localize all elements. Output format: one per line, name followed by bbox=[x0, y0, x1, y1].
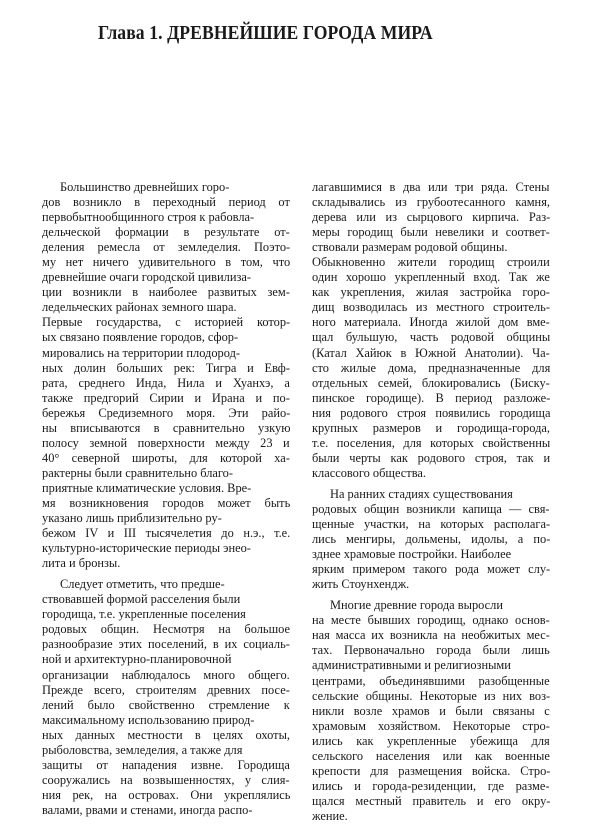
text-line: ных данных местности в целях охоты, bbox=[42, 727, 291, 742]
text-line: ции возникли в наиболее развитых зем- bbox=[42, 285, 290, 300]
text-line: ились и города-резиденции, где разме- bbox=[312, 778, 550, 793]
text-line: сельские общины. Некоторые из них воз- bbox=[312, 688, 551, 703]
text-line: максимальному использованию природ- bbox=[42, 712, 255, 727]
text-line: приятные климатические условия. Вре- bbox=[42, 480, 252, 495]
text-line: щенные участки, на которых располага- bbox=[312, 517, 551, 532]
text-line: мировались на территории плодород- bbox=[42, 345, 241, 360]
text-line: Следует отметить, что предше- bbox=[60, 577, 225, 592]
text-line: ились как укрепленные убежища для bbox=[312, 733, 550, 748]
text-line: жение. bbox=[312, 808, 348, 823]
text-line: меры городищ были невелики и соответ- bbox=[312, 225, 550, 240]
text-line: мя возникновения городов может быть bbox=[42, 495, 291, 510]
text-line: никли возле храмов и были связаны с bbox=[312, 703, 550, 718]
text-line: защиты от нападения извне. Городища bbox=[42, 757, 290, 772]
text-line: ярким примером такого рода может слу- bbox=[312, 562, 551, 577]
text-line: Прежде всего, строителям древних посе- bbox=[42, 682, 290, 697]
text-line: административными и религиозными bbox=[312, 658, 511, 673]
text-line: ния рек, на островах. Они укреплялись bbox=[42, 787, 291, 802]
text-line: древнейшие очаги городской цивилиза- bbox=[42, 270, 251, 285]
text-line: Многие древние города выросли bbox=[330, 598, 503, 613]
text-line: складывались из грубоотесанного камня, bbox=[312, 195, 550, 210]
text-line: пинское городище). В период разложе- bbox=[312, 390, 551, 405]
text-line: родовых общин. Несмотря на большое bbox=[42, 622, 290, 637]
text-line: также предгорий Сирии и Ирана и по- bbox=[42, 390, 290, 405]
text-line: лита и бронзы. bbox=[42, 556, 121, 571]
text-line: были черты как родового строя, так и bbox=[312, 450, 551, 465]
text-line: 40° северной широты, для которой ха- bbox=[42, 450, 290, 465]
text-line: зднее храмовые постройки. Наиболее bbox=[312, 547, 512, 562]
text-line: дельческой формации в результате от- bbox=[42, 225, 290, 240]
text-line: один хорошо укрепленный вход. Так же bbox=[312, 270, 550, 285]
text-line: указано лишь приблизительно ру- bbox=[42, 511, 222, 526]
text-line: т.е. поселения, для которых свойственны bbox=[312, 435, 551, 450]
right-text-column bbox=[312, 180, 550, 824]
text-line: рата, среднего Инда, Нила и Хуанхэ, а bbox=[42, 375, 290, 390]
text-line: лагавшимися в два или три ряда. Стены bbox=[312, 180, 550, 194]
text-line: валами, рвами и стенами, иногда распо- bbox=[42, 802, 253, 817]
text-line: лись менгиры, дольмены, идолы, а по- bbox=[312, 532, 551, 547]
text-line: тах. Первоначально города были лишь bbox=[312, 643, 550, 658]
text-line: ных долин больших рек: Тигра и Евф- bbox=[42, 360, 290, 375]
text-line: дищ возводилась из местного строитель- bbox=[312, 300, 550, 315]
text-line: ых связано появление городов, сфор- bbox=[42, 330, 239, 345]
text-line: на месте бывших городищ, однако основ- bbox=[312, 613, 550, 628]
text-line: деления ремесла от земледелия. Поэто- bbox=[42, 240, 291, 255]
text-line: му нет ничего удивительного в том, что bbox=[42, 255, 291, 270]
text-line: крупных размеров и городища-города, bbox=[312, 420, 550, 435]
text-line: сельского населения или как военные bbox=[312, 748, 550, 763]
text-line: центрами, объединявшими разобщенные bbox=[312, 673, 550, 688]
text-line: дерева или из сырцового кирпича. Раз- bbox=[312, 210, 551, 225]
text-line: первобытнообщинного строя к рабовла- bbox=[42, 210, 255, 225]
text-line: Обыкновенно жители городищ строили bbox=[312, 255, 550, 270]
text-line: ного материала. Иногда жилой дом вме- bbox=[312, 315, 550, 330]
text-line: бережья Средиземного моря. Эти райо- bbox=[42, 405, 291, 420]
text-line: ствовавшей формой расселения были bbox=[42, 592, 241, 607]
text-line: полосу земной поверхности между 23 и bbox=[42, 435, 290, 450]
text-line: сооружались на возвышенностях, у слия- bbox=[42, 772, 290, 787]
text-line: рактерны были сравнительно благо- bbox=[42, 465, 234, 480]
text-line: Большинство древнейших горо- bbox=[60, 180, 230, 194]
left-text-column bbox=[42, 180, 290, 818]
text-line: храмовым хозяйством. Некоторые стро- bbox=[312, 718, 550, 733]
text-line: культурно-исторические периоды энео- bbox=[42, 541, 251, 556]
text-line: родовых общин возникли капища — свя- bbox=[312, 501, 550, 516]
text-line: ствовали размерам родовой общины. bbox=[312, 240, 508, 255]
text-line: городища, т.е. укрепленные поселения bbox=[42, 607, 246, 622]
text-line: крепости для размещения войска. Стро- bbox=[312, 763, 551, 778]
text-line: ная масса их возникла на необжитых мес- bbox=[312, 628, 550, 643]
text-line: щал бульшую, часть родовой общины bbox=[312, 330, 551, 345]
text-line: рыболовства, земледелия, а также для bbox=[42, 742, 243, 757]
text-line: разнообразие этих поселений, в их социаль- bbox=[42, 637, 290, 652]
chapter-title: Глава 1. ДРЕВНЕЙШИЕ ГОРОДА МИРА bbox=[98, 22, 433, 44]
text-line: На ранних стадиях существования bbox=[330, 486, 513, 501]
text-line: щался местный правитель и его окру- bbox=[312, 793, 551, 808]
text-line: бежом IV и III тысячелетия до н.э., т.е. bbox=[42, 526, 291, 541]
text-line: как укрепления, жилая застройка горо- bbox=[312, 285, 550, 300]
text-line: ния родового строя появились городища bbox=[312, 405, 551, 420]
text-line: Первые государства, с историей котор- bbox=[42, 315, 291, 330]
text-line: отдельных семей, блокировались (Биску- bbox=[312, 375, 550, 390]
text-line: организации наблюдалось много общего. bbox=[42, 667, 290, 682]
text-line: жить Стоунхендж. bbox=[312, 577, 410, 592]
text-line: ны вписываются в сравнительно узкую bbox=[42, 420, 291, 435]
text-line: классового общества. bbox=[312, 465, 426, 480]
text-line: дов возникло в переходный период от bbox=[42, 195, 290, 210]
text-line: ной и архитектурно-планировочной bbox=[42, 652, 232, 667]
text-line: (Катал Хайюк в Южной Анатолии). Ча- bbox=[312, 345, 550, 360]
text-line: сто жилые дома, предназначенные для bbox=[312, 360, 551, 375]
text-line: лений было свойственно стремление к bbox=[42, 697, 290, 712]
text-line: ледельческих районах земного шара. bbox=[42, 300, 237, 315]
